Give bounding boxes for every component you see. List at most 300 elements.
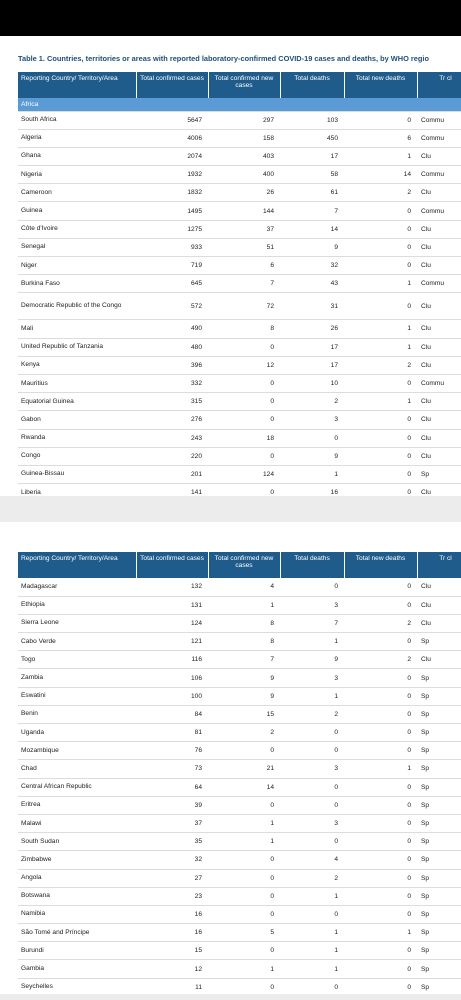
table-row bbox=[18, 578, 461, 596]
total-confirmed-cell: 12 bbox=[136, 960, 208, 978]
country-cell: Gabon bbox=[18, 411, 136, 429]
table-row bbox=[18, 411, 461, 429]
transmission-cell: Clu bbox=[417, 257, 461, 275]
new-cases-cell: 0 bbox=[208, 905, 280, 923]
total-confirmed-cell: 16 bbox=[136, 924, 208, 942]
transmission-cell: Clu bbox=[417, 338, 461, 356]
page-gap bbox=[0, 496, 461, 522]
transmission-cell: Sp bbox=[417, 760, 461, 778]
header-total-confirmed: Total confirmed cases bbox=[136, 72, 208, 98]
country-cell: Liberia bbox=[18, 484, 136, 496]
new-deaths-cell: 0 bbox=[344, 833, 417, 851]
total-deaths-cell: 32 bbox=[280, 257, 344, 275]
country-cell: Cabo Verde bbox=[18, 633, 136, 651]
country-cell: Mali bbox=[18, 320, 136, 338]
new-deaths-cell: 0 bbox=[344, 851, 417, 869]
transmission-cell: Sp bbox=[417, 833, 461, 851]
new-deaths-cell: 0 bbox=[344, 293, 417, 320]
country-cell: Congo bbox=[18, 447, 136, 465]
country-cell: Mozambique bbox=[18, 742, 136, 760]
total-deaths-cell: 3 bbox=[280, 760, 344, 778]
total-deaths-cell: 26 bbox=[280, 320, 344, 338]
transmission-cell: Sp bbox=[417, 633, 461, 651]
table-header-row bbox=[18, 72, 461, 98]
new-deaths-cell: 0 bbox=[344, 578, 417, 596]
table-row bbox=[18, 257, 461, 275]
new-cases-cell: 0 bbox=[208, 484, 280, 496]
total-confirmed-cell: 121 bbox=[136, 633, 208, 651]
table-header-row bbox=[18, 552, 461, 578]
total-confirmed-cell: 32 bbox=[136, 851, 208, 869]
total-deaths-cell: 7 bbox=[280, 202, 344, 220]
total-confirmed-cell: 16 bbox=[136, 905, 208, 923]
table-row bbox=[18, 669, 461, 687]
new-deaths-cell: 1 bbox=[344, 338, 417, 356]
new-cases-cell: 0 bbox=[208, 869, 280, 887]
total-confirmed-cell: 100 bbox=[136, 687, 208, 705]
table-row bbox=[18, 778, 461, 796]
new-deaths-cell: 0 bbox=[344, 111, 417, 129]
transmission-cell: Sp bbox=[417, 465, 461, 483]
total-confirmed-cell: 15 bbox=[136, 942, 208, 960]
table-row bbox=[18, 942, 461, 960]
total-confirmed-cell: 84 bbox=[136, 705, 208, 723]
new-cases-cell: 0 bbox=[208, 742, 280, 760]
table-caption: Table 1. Countries, territories or areas with reported laboratory-confirmed COVID-19 cases and deaths, by WHO regio bbox=[18, 54, 429, 63]
table-row bbox=[18, 960, 461, 978]
country-cell: Madagascar bbox=[18, 578, 136, 596]
country-cell: Niger bbox=[18, 257, 136, 275]
new-deaths-cell: 0 bbox=[344, 942, 417, 960]
country-cell: Guinea-Bissau bbox=[18, 465, 136, 483]
transmission-cell: Commu bbox=[417, 166, 461, 184]
new-cases-cell: 0 bbox=[208, 978, 280, 994]
new-deaths-cell: 1 bbox=[344, 275, 417, 293]
total-deaths-cell: 2 bbox=[280, 869, 344, 887]
total-deaths-cell: 3 bbox=[280, 669, 344, 687]
table-row bbox=[18, 129, 461, 147]
transmission-cell: Clu bbox=[417, 320, 461, 338]
covid-table-page-2 bbox=[18, 552, 461, 994]
new-cases-cell: 144 bbox=[208, 202, 280, 220]
total-confirmed-cell: 141 bbox=[136, 484, 208, 496]
new-cases-cell: 5 bbox=[208, 924, 280, 942]
transmission-cell: Clu bbox=[417, 393, 461, 411]
country-cell: Sierra Leone bbox=[18, 614, 136, 632]
table-row bbox=[18, 814, 461, 832]
total-confirmed-cell: 132 bbox=[136, 578, 208, 596]
new-deaths-cell: 2 bbox=[344, 651, 417, 669]
document-page-1 bbox=[0, 36, 461, 496]
total-confirmed-cell: 2074 bbox=[136, 147, 208, 165]
table-row bbox=[18, 238, 461, 256]
header-total-deaths: Total deaths bbox=[280, 552, 344, 578]
new-deaths-cell: 0 bbox=[344, 978, 417, 994]
total-deaths-cell: 9 bbox=[280, 447, 344, 465]
transmission-cell: Sp bbox=[417, 960, 461, 978]
total-deaths-cell: 3 bbox=[280, 596, 344, 614]
total-confirmed-cell: 64 bbox=[136, 778, 208, 796]
total-confirmed-cell: 106 bbox=[136, 669, 208, 687]
new-deaths-cell: 0 bbox=[344, 778, 417, 796]
header-new-deaths: Total new deaths bbox=[344, 72, 417, 98]
country-cell: Burkina Faso bbox=[18, 275, 136, 293]
table-row bbox=[18, 687, 461, 705]
new-cases-cell: 8 bbox=[208, 320, 280, 338]
new-cases-cell: 1 bbox=[208, 960, 280, 978]
new-cases-cell: 0 bbox=[208, 942, 280, 960]
new-deaths-cell: 0 bbox=[344, 257, 417, 275]
table-row bbox=[18, 202, 461, 220]
country-cell: Ethiopia bbox=[18, 596, 136, 614]
total-deaths-cell: 4 bbox=[280, 851, 344, 869]
new-cases-cell: 7 bbox=[208, 275, 280, 293]
new-deaths-cell: 0 bbox=[344, 596, 417, 614]
country-cell: Côte d'Ivoire bbox=[18, 220, 136, 238]
table-row bbox=[18, 887, 461, 905]
total-confirmed-cell: 73 bbox=[136, 760, 208, 778]
table-row bbox=[18, 338, 461, 356]
transmission-cell: Sp bbox=[417, 796, 461, 814]
total-confirmed-cell: 480 bbox=[136, 338, 208, 356]
transmission-cell: Commu bbox=[417, 202, 461, 220]
new-cases-cell: 0 bbox=[208, 411, 280, 429]
new-cases-cell: 8 bbox=[208, 633, 280, 651]
country-cell: Equatorial Guinea bbox=[18, 393, 136, 411]
total-confirmed-cell: 124 bbox=[136, 614, 208, 632]
total-confirmed-cell: 933 bbox=[136, 238, 208, 256]
new-cases-cell: 0 bbox=[208, 796, 280, 814]
new-deaths-cell: 0 bbox=[344, 374, 417, 392]
new-cases-cell: 6 bbox=[208, 257, 280, 275]
total-deaths-cell: 1 bbox=[280, 687, 344, 705]
transmission-cell: Sp bbox=[417, 724, 461, 742]
table-row bbox=[18, 356, 461, 374]
new-cases-cell: 9 bbox=[208, 687, 280, 705]
new-deaths-cell: 0 bbox=[344, 887, 417, 905]
table-row bbox=[18, 724, 461, 742]
country-cell: United Republic of Tanzania bbox=[18, 338, 136, 356]
transmission-cell: Clu bbox=[417, 147, 461, 165]
new-cases-cell: 0 bbox=[208, 851, 280, 869]
total-deaths-cell: 0 bbox=[280, 778, 344, 796]
total-deaths-cell: 7 bbox=[280, 614, 344, 632]
transmission-cell: Commu bbox=[417, 374, 461, 392]
total-confirmed-cell: 396 bbox=[136, 356, 208, 374]
total-deaths-cell: 16 bbox=[280, 484, 344, 496]
country-cell: Togo bbox=[18, 651, 136, 669]
new-cases-cell: 403 bbox=[208, 147, 280, 165]
new-deaths-cell: 1 bbox=[344, 393, 417, 411]
transmission-cell: Sp bbox=[417, 869, 461, 887]
transmission-cell: Commu bbox=[417, 129, 461, 147]
new-cases-cell: 124 bbox=[208, 465, 280, 483]
table-row bbox=[18, 796, 461, 814]
transmission-cell: Clu bbox=[417, 578, 461, 596]
new-cases-cell: 12 bbox=[208, 356, 280, 374]
transmission-cell: Commu bbox=[417, 111, 461, 129]
total-deaths-cell: 17 bbox=[280, 356, 344, 374]
new-cases-cell: 37 bbox=[208, 220, 280, 238]
new-deaths-cell: 2 bbox=[344, 356, 417, 374]
total-deaths-cell: 1 bbox=[280, 942, 344, 960]
new-deaths-cell: 0 bbox=[344, 429, 417, 447]
country-cell: Zimbabwe bbox=[18, 851, 136, 869]
total-confirmed-cell: 39 bbox=[136, 796, 208, 814]
transmission-cell: Sp bbox=[417, 978, 461, 994]
total-deaths-cell: 0 bbox=[280, 905, 344, 923]
country-cell: Eswatini bbox=[18, 687, 136, 705]
country-cell: Senegal bbox=[18, 238, 136, 256]
new-deaths-cell: 0 bbox=[344, 238, 417, 256]
transmission-cell: Sp bbox=[417, 814, 461, 832]
total-confirmed-cell: 1275 bbox=[136, 220, 208, 238]
total-confirmed-cell: 116 bbox=[136, 651, 208, 669]
total-confirmed-cell: 490 bbox=[136, 320, 208, 338]
country-cell: Guinea bbox=[18, 202, 136, 220]
table-row bbox=[18, 905, 461, 923]
table-row bbox=[18, 833, 461, 851]
table-row bbox=[18, 220, 461, 238]
header-country: Reporting Country/ Territory/Area bbox=[18, 552, 136, 578]
transmission-cell: Clu bbox=[417, 651, 461, 669]
new-cases-cell: 297 bbox=[208, 111, 280, 129]
table-row bbox=[18, 184, 461, 202]
region-label: Africa bbox=[18, 98, 461, 111]
total-confirmed-cell: 23 bbox=[136, 887, 208, 905]
new-cases-cell: 158 bbox=[208, 129, 280, 147]
total-deaths-cell: 1 bbox=[280, 633, 344, 651]
total-confirmed-cell: 243 bbox=[136, 429, 208, 447]
transmission-cell: Clu bbox=[417, 484, 461, 496]
country-cell: Rwanda bbox=[18, 429, 136, 447]
new-cases-cell: 0 bbox=[208, 887, 280, 905]
country-cell: Benin bbox=[18, 705, 136, 723]
transmission-cell: Sp bbox=[417, 778, 461, 796]
new-cases-cell: 4 bbox=[208, 578, 280, 596]
transmission-cell: Commu bbox=[417, 275, 461, 293]
total-deaths-cell: 0 bbox=[280, 833, 344, 851]
table-row bbox=[18, 465, 461, 483]
header-new-deaths: Total new deaths bbox=[344, 552, 417, 578]
total-confirmed-cell: 1932 bbox=[136, 166, 208, 184]
table-row bbox=[18, 166, 461, 184]
new-cases-cell: 1 bbox=[208, 833, 280, 851]
new-deaths-cell: 14 bbox=[344, 166, 417, 184]
new-deaths-cell: 6 bbox=[344, 129, 417, 147]
transmission-cell: Sp bbox=[417, 942, 461, 960]
country-cell: Chad bbox=[18, 760, 136, 778]
new-deaths-cell: 0 bbox=[344, 669, 417, 687]
new-cases-cell: 1 bbox=[208, 596, 280, 614]
total-deaths-cell: 14 bbox=[280, 220, 344, 238]
table-row bbox=[18, 275, 461, 293]
new-cases-cell: 14 bbox=[208, 778, 280, 796]
header-total-confirmed: Total confirmed cases bbox=[136, 552, 208, 578]
region-row bbox=[18, 98, 461, 111]
new-deaths-cell: 1 bbox=[344, 320, 417, 338]
total-confirmed-cell: 35 bbox=[136, 833, 208, 851]
new-cases-cell: 21 bbox=[208, 760, 280, 778]
table-row bbox=[18, 742, 461, 760]
total-confirmed-cell: 572 bbox=[136, 293, 208, 320]
new-cases-cell: 0 bbox=[208, 393, 280, 411]
total-confirmed-cell: 27 bbox=[136, 869, 208, 887]
country-cell: Burundi bbox=[18, 942, 136, 960]
new-cases-cell: 8 bbox=[208, 614, 280, 632]
top-black-bar bbox=[0, 0, 461, 36]
new-deaths-cell: 0 bbox=[344, 465, 417, 483]
total-deaths-cell: 17 bbox=[280, 147, 344, 165]
total-confirmed-cell: 332 bbox=[136, 374, 208, 392]
table-row bbox=[18, 429, 461, 447]
table-row bbox=[18, 633, 461, 651]
total-deaths-cell: 0 bbox=[280, 742, 344, 760]
transmission-cell: Clu bbox=[417, 356, 461, 374]
total-deaths-cell: 3 bbox=[280, 814, 344, 832]
total-confirmed-cell: 201 bbox=[136, 465, 208, 483]
transmission-cell: Sp bbox=[417, 887, 461, 905]
transmission-cell: Clu bbox=[417, 411, 461, 429]
table-row bbox=[18, 924, 461, 942]
transmission-cell: Clu bbox=[417, 220, 461, 238]
country-cell: Angola bbox=[18, 869, 136, 887]
total-deaths-cell: 58 bbox=[280, 166, 344, 184]
table-row bbox=[18, 393, 461, 411]
table-row bbox=[18, 596, 461, 614]
transmission-cell: Clu bbox=[417, 596, 461, 614]
country-cell: South Africa bbox=[18, 111, 136, 129]
total-confirmed-cell: 276 bbox=[136, 411, 208, 429]
transmission-cell: Clu bbox=[417, 238, 461, 256]
table-row bbox=[18, 651, 461, 669]
total-deaths-cell: 103 bbox=[280, 111, 344, 129]
transmission-cell: Sp bbox=[417, 705, 461, 723]
total-confirmed-cell: 645 bbox=[136, 275, 208, 293]
total-deaths-cell: 0 bbox=[280, 429, 344, 447]
country-cell: Gambia bbox=[18, 960, 136, 978]
country-cell: Kenya bbox=[18, 356, 136, 374]
new-cases-cell: 400 bbox=[208, 166, 280, 184]
total-confirmed-cell: 1832 bbox=[136, 184, 208, 202]
country-cell: Malawi bbox=[18, 814, 136, 832]
new-deaths-cell: 2 bbox=[344, 184, 417, 202]
table-row bbox=[18, 447, 461, 465]
new-deaths-cell: 0 bbox=[344, 869, 417, 887]
total-deaths-cell: 1 bbox=[280, 887, 344, 905]
new-deaths-cell: 1 bbox=[344, 924, 417, 942]
new-cases-cell: 18 bbox=[208, 429, 280, 447]
total-deaths-cell: 2 bbox=[280, 393, 344, 411]
table-row bbox=[18, 978, 461, 994]
total-confirmed-cell: 11 bbox=[136, 978, 208, 994]
new-deaths-cell: 0 bbox=[344, 220, 417, 238]
header-transmission: Tr cl bbox=[417, 72, 461, 98]
header-new-cases: Total confirmed new cases bbox=[208, 552, 280, 578]
country-cell: Central African Republic bbox=[18, 778, 136, 796]
total-confirmed-cell: 719 bbox=[136, 257, 208, 275]
total-deaths-cell: 1 bbox=[280, 924, 344, 942]
table-row bbox=[18, 111, 461, 129]
total-deaths-cell: 61 bbox=[280, 184, 344, 202]
table-row bbox=[18, 484, 461, 496]
table-row bbox=[18, 869, 461, 887]
country-cell: Eritrea bbox=[18, 796, 136, 814]
total-deaths-cell: 2 bbox=[280, 705, 344, 723]
country-cell: Uganda bbox=[18, 724, 136, 742]
total-confirmed-cell: 4006 bbox=[136, 129, 208, 147]
table-row bbox=[18, 374, 461, 392]
country-cell: Ghana bbox=[18, 147, 136, 165]
new-cases-cell: 26 bbox=[208, 184, 280, 202]
new-deaths-cell: 0 bbox=[344, 705, 417, 723]
new-deaths-cell: 0 bbox=[344, 447, 417, 465]
new-cases-cell: 0 bbox=[208, 338, 280, 356]
total-deaths-cell: 9 bbox=[280, 651, 344, 669]
header-country: Reporting Country/ Territory/Area bbox=[18, 72, 136, 98]
total-deaths-cell: 3 bbox=[280, 411, 344, 429]
new-cases-cell: 1 bbox=[208, 814, 280, 832]
new-deaths-cell: 0 bbox=[344, 411, 417, 429]
transmission-cell: Sp bbox=[417, 742, 461, 760]
total-confirmed-cell: 131 bbox=[136, 596, 208, 614]
new-deaths-cell: 0 bbox=[344, 796, 417, 814]
new-cases-cell: 15 bbox=[208, 705, 280, 723]
transmission-cell: Clu bbox=[417, 447, 461, 465]
new-cases-cell: 72 bbox=[208, 293, 280, 320]
transmission-cell: Sp bbox=[417, 669, 461, 687]
new-deaths-cell: 0 bbox=[344, 484, 417, 496]
country-cell: Mauritius bbox=[18, 374, 136, 392]
total-deaths-cell: 31 bbox=[280, 293, 344, 320]
country-cell: Democratic Republic of the Congo bbox=[18, 293, 136, 320]
header-transmission: Tr cl bbox=[417, 552, 461, 578]
transmission-cell: Clu bbox=[417, 614, 461, 632]
header-total-deaths: Total deaths bbox=[280, 72, 344, 98]
table-row bbox=[18, 147, 461, 165]
new-deaths-cell: 0 bbox=[344, 960, 417, 978]
total-deaths-cell: 10 bbox=[280, 374, 344, 392]
total-deaths-cell: 43 bbox=[280, 275, 344, 293]
new-deaths-cell: 2 bbox=[344, 614, 417, 632]
total-confirmed-cell: 220 bbox=[136, 447, 208, 465]
total-confirmed-cell: 315 bbox=[136, 393, 208, 411]
country-cell: Algeria bbox=[18, 129, 136, 147]
country-cell: Seychelles bbox=[18, 978, 136, 994]
total-confirmed-cell: 5647 bbox=[136, 111, 208, 129]
total-deaths-cell: 9 bbox=[280, 238, 344, 256]
transmission-cell: Sp bbox=[417, 851, 461, 869]
total-deaths-cell: 0 bbox=[280, 978, 344, 994]
country-cell: South Sudan bbox=[18, 833, 136, 851]
total-deaths-cell: 17 bbox=[280, 338, 344, 356]
new-deaths-cell: 1 bbox=[344, 760, 417, 778]
total-deaths-cell: 450 bbox=[280, 129, 344, 147]
country-cell: Cameroon bbox=[18, 184, 136, 202]
total-deaths-cell: 0 bbox=[280, 796, 344, 814]
document-page-2 bbox=[0, 522, 461, 994]
total-deaths-cell: 0 bbox=[280, 724, 344, 742]
transmission-cell: Sp bbox=[417, 905, 461, 923]
total-confirmed-cell: 81 bbox=[136, 724, 208, 742]
table-row bbox=[18, 851, 461, 869]
country-cell: Botswana bbox=[18, 887, 136, 905]
page-gap-bottom bbox=[0, 994, 461, 1000]
country-cell: Zambia bbox=[18, 669, 136, 687]
new-cases-cell: 51 bbox=[208, 238, 280, 256]
new-deaths-cell: 0 bbox=[344, 814, 417, 832]
total-confirmed-cell: 37 bbox=[136, 814, 208, 832]
